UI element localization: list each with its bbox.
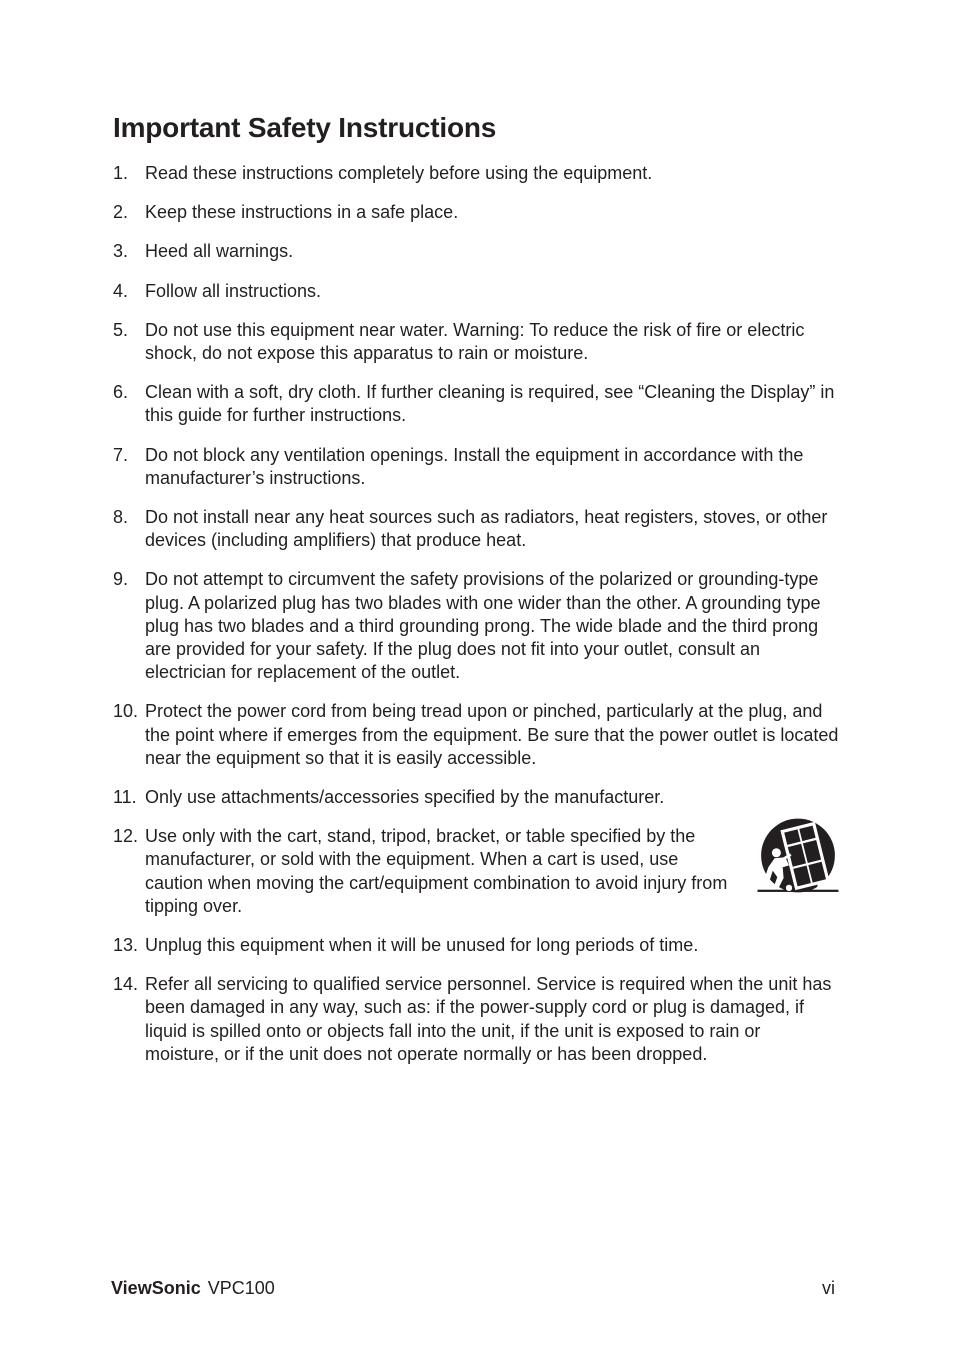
instruction-number: 11.: [113, 787, 137, 808]
instruction-item: [113, 319, 839, 365]
instruction-item: [113, 825, 839, 918]
instruction-text: Do not attempt to circumvent the safety provisions of the polarized or grounding-type plug. A polarized plug has two blades with one wider than the other. A grounding type plug has two blades and a third grounding prong. The wide blade and the third prong are provided for your safety. If the plug does not fit into your outlet, consult an electrician for replacement of the outlet.: [145, 569, 821, 683]
instruction-number: 6.: [113, 382, 129, 403]
instruction-number: 3.: [113, 241, 129, 262]
instruction-number: 8.: [113, 507, 129, 528]
instruction-number: 12.: [113, 826, 139, 847]
instruction-item: [113, 240, 839, 263]
instruction-text: Heed all warnings.: [145, 241, 294, 262]
instruction-item: [113, 973, 839, 1066]
instruction-item: [113, 444, 839, 490]
instruction-item: [113, 506, 839, 552]
instruction-number: 14.: [113, 974, 139, 995]
instruction-text: Only use attachments/accessories specified by the manufacturer.: [145, 787, 665, 808]
instruction-item: [113, 381, 839, 427]
instruction-item: [113, 934, 839, 957]
instruction-number: 9.: [113, 569, 129, 590]
instruction-text: Refer all servicing to qualified service personnel. Service is required when the unit has been damaged in any way, such as: if the power-supply cord or plug is damaged, if liquid is spilled onto or objects fall into the unit, if the unit is exposed to rain or moisture, or if the unit does not operate normally or has been dropped.: [145, 974, 832, 1064]
page-title: Important Safety Instructions: [113, 112, 497, 143]
instruction-text: Read these instructions completely before using the equipment.: [145, 163, 653, 183]
instruction-item: [113, 786, 839, 809]
instruction-number: 13.: [113, 935, 139, 956]
instruction-item: [113, 700, 839, 770]
footer-model: VPC100: [207, 1278, 275, 1298]
instruction-number: 2.: [113, 202, 129, 223]
instruction-number: 4.: [113, 280, 129, 301]
cart-tip-over-warning-icon: [753, 815, 843, 905]
safety-instructions-list: [113, 162, 839, 1082]
instruction-text: Use only with the cart, stand, tripod, bracket, or table specified by the manufacturer, or sold with the equipment. When a cart is used, use caution when moving the cart/equipment combination to avoid injury from tipping over.: [145, 826, 728, 916]
instruction-item: [113, 201, 839, 224]
instruction-item: [113, 280, 839, 303]
page-footer: [111, 1277, 835, 1299]
page-number: vi: [822, 1278, 835, 1298]
instruction-number: 7.: [113, 444, 129, 465]
instruction-item: [113, 162, 839, 185]
instruction-text: Do not block any ventilation openings. Install the equipment in accordance with the manufacturer’s instructions.: [145, 444, 804, 488]
instruction-text: Keep these instructions in a safe place.: [145, 202, 459, 223]
instruction-text: Protect the power cord from being tread upon or pinched, particularly at the plug, and the point where if emerges from the equipment. Be sure that the power outlet is located near the equipment so that it is easily accessible.: [145, 701, 839, 768]
instruction-number: 10.: [113, 701, 139, 722]
instruction-text: Clean with a soft, dry cloth. If further cleaning is required, see “Cleaning the Display” in this guide for further instructions.: [145, 382, 835, 426]
instruction-number: 1.: [113, 163, 129, 183]
instruction-text: Do not install near any heat sources such as radiators, heat registers, stoves, or other devices (including amplifiers) that produce heat.: [145, 507, 828, 551]
footer-brand: ViewSonic: [111, 1278, 201, 1298]
instruction-item: [113, 568, 839, 684]
instruction-number: 5.: [113, 319, 129, 340]
instruction-text: Unplug this equipment when it will be unused for long periods of time.: [145, 935, 699, 956]
instruction-text: Do not use this equipment near water. Warning: To reduce the risk of fire or electric shock, do not expose this apparatus to rain or moisture.: [145, 319, 805, 364]
instruction-text: Follow all instructions.: [145, 280, 322, 301]
